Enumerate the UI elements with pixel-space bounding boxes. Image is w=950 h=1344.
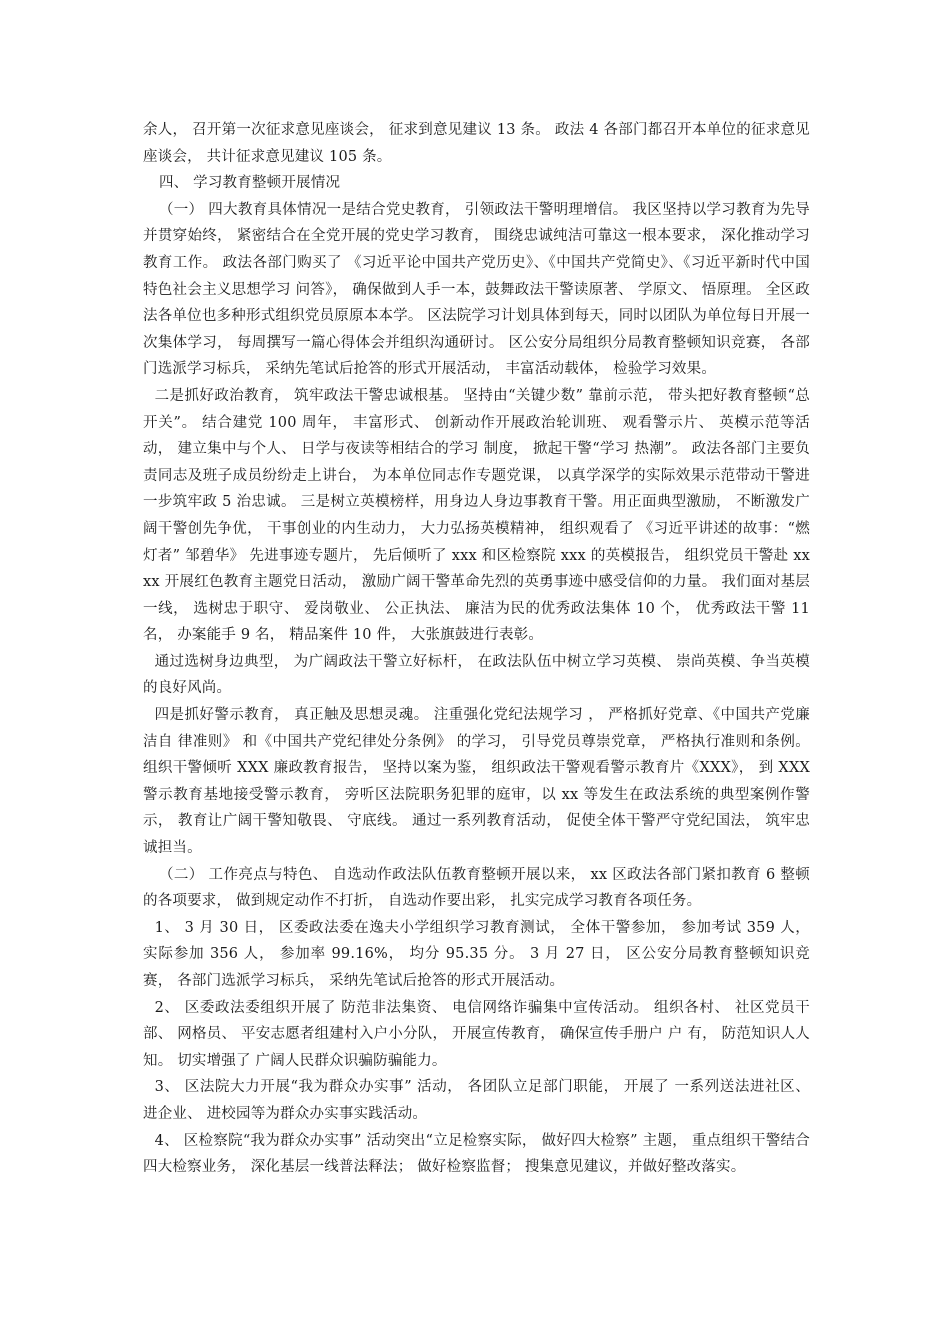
paragraph-four-education: （一） 四大教育具体情况一是结合党史教育， 引领政法干警明理增信。 我区坚持以学习教育为先导并贯穿始终， 紧密结合在全党开展的党史学习教育， 围绕忠诚纯洁可靠这一根本要求， 深化推动学习教育工作。 政法各部门购买了 《习近平论中国共产党历史》、《中国共产党简史》、《习近平新时代中国特色社会主义思想学习 问答》， 确保做到人手一本，鼓舞政法干警读原著、 学原文、 悟原理。 全区政法各单位也多种形式组织党员原原本本学。 区法院学习计划具体到每天，同时以团队为单位每日开展一次集体学习， 每周撰写一篇心得体会并组织沟通研讨。 区公安分局组织分局教育整顿知识竞赛， 各部门选派学习标兵， 采纳先笔试后抢答的形式开展活动， 丰富活动载体， 检验学习效果。 xyxy=(143,201,810,378)
paragraph-role-models: 通过选树身边典型， 为广阔政法干警立好标杆， 在政法队伍中树立学习英模、 崇尚英模、争当英模的良好风尚。 xyxy=(143,653,810,697)
document-page xyxy=(143,117,810,1181)
section-heading-four: 四、 学习教育整顿开展情况 xyxy=(158,175,341,192)
list-item-1: 1、 3 月 30 日， 区委政法委在逸夫小学组织学习教育测试， 全体干警参加， 参加考试 359 人， 实际参加 356 人， 参加率 99.16%， 均分 95.35 分。 3 月 27 日， 区公安分局教育整顿知识竞赛， 各部门选派学习标兵， 采纳先笔试后抢答的形式开展活动。 xyxy=(143,919,810,989)
list-item-2: 2、 区委政法委组织开展了 防范非法集资、 电信网络诈骗集中宣传活动。 组织各村、 社区党员干部、 网格员、 平安志愿者组建村入户小分队， 开展宣传教育， 确保宣传手册户 户 有， 防范知识人人知。 切实增强了 广阔人民群众识骗防骗能力。 xyxy=(143,999,810,1069)
list-item-4: 4、 区检察院“我为群众办实事” 活动突出“立足检察实际， 做好四大检察” 主题， 重点组织干警结合四大检察业务， 深化基层一线普法释法； 做好检察监督； 搜集意见建议，并做好整改落实。 xyxy=(143,1132,810,1176)
paragraph-highlights: （二） 工作亮点与特色、 自选动作政法队伍教育整顿开展以来， xx 区政法各部门紧扣教育 6 整顿的各项要求， 做到规定动作不打折， 自选动作要出彩， 扎实完成学习教育各项任务。 xyxy=(143,866,810,910)
paragraph-opening: 余人， 召开第一次征求意见座谈会， 征求到意见建议 13 条。 政法 4 各部门都召开本单位的征求意见座谈会， 共计征求意见建议 105 条。 xyxy=(143,122,810,165)
paragraph-warning-education: 四是抓好警示教育， 真正触及思想灵魂。 注重强化党纪法规学习 ， 严格抓好党章、《中国共产党廉洁自 律准则》 和《中国共产党纪律处分条例》 的学习， 引导党员尊崇党章， 严格执行准则和条例。 组织干警倾听 XXX 廉政教育报告， 坚持以案为鉴， 组织政法干警观看警示教育片《XXX》， 到 XXX警示教育基地接受警示教育， 旁听区法院职务犯罪的庭审，以 xx 等发生在政法系统的典型案例作警示， 教育让广阔干警知敬畏、 守底线。 通过一系列教育活动， 促使全体干警严守党纪国法， 筑牢忠诚担当。 xyxy=(143,707,810,857)
paragraph-political-education: 二是抓好政治教育， 筑牢政法干警忠诚根基。 坚持由“关键少数” 靠前示范， 带头把好教育整顿“总开关”。 结合建党 100 周年， 丰富形式、 创新动作开展政治轮训班、 观看警示片、 英模示范等活动， 建立集中与个人、 日学与夜读等相结合的学习 制度， 掀起干警“学习 热潮”。 政法各部门主要负责同志及班子成员纷纷走上讲台， 为本单位同志作专题党课， 以真学深学的实际效果示范带动干警进一步筑牢政 5 治忠诚。 三是树立英模榜样，用身边人身边事教育干警。用正面典型激励， 不断激发广阔干警创先争优， 干事创业的内生动力， 大力弘扬英模精神， 组织观看了 《习近平讲述的故事：“燃灯者” 邹碧华》 先进事迹专题片， 先后倾听了 xxx 和区检察院 xxx 的英模报告， 组织党员干警赴 xxxx 开展红色教育主题党日活动， 激励广阔干警革命先烈的英勇事迹中感受信仰的力量。 我们面对基层一线， 选树忠于职守、 爱岗敬业、 公正执法、 廉洁为民的优秀政法集体 10 个， 优秀政法干警 11 名， 办案能手 9 名， 精品案件 10 件， 大张旗鼓进行表彰。 xyxy=(143,387,810,644)
list-item-3: 3、 区法院大力开展“我为群众办实事” 活动， 各团队立足部门职能， 开展了 一系列送法进社区、 进企业、 进校园等为群众办实事实践活动。 xyxy=(143,1079,810,1122)
